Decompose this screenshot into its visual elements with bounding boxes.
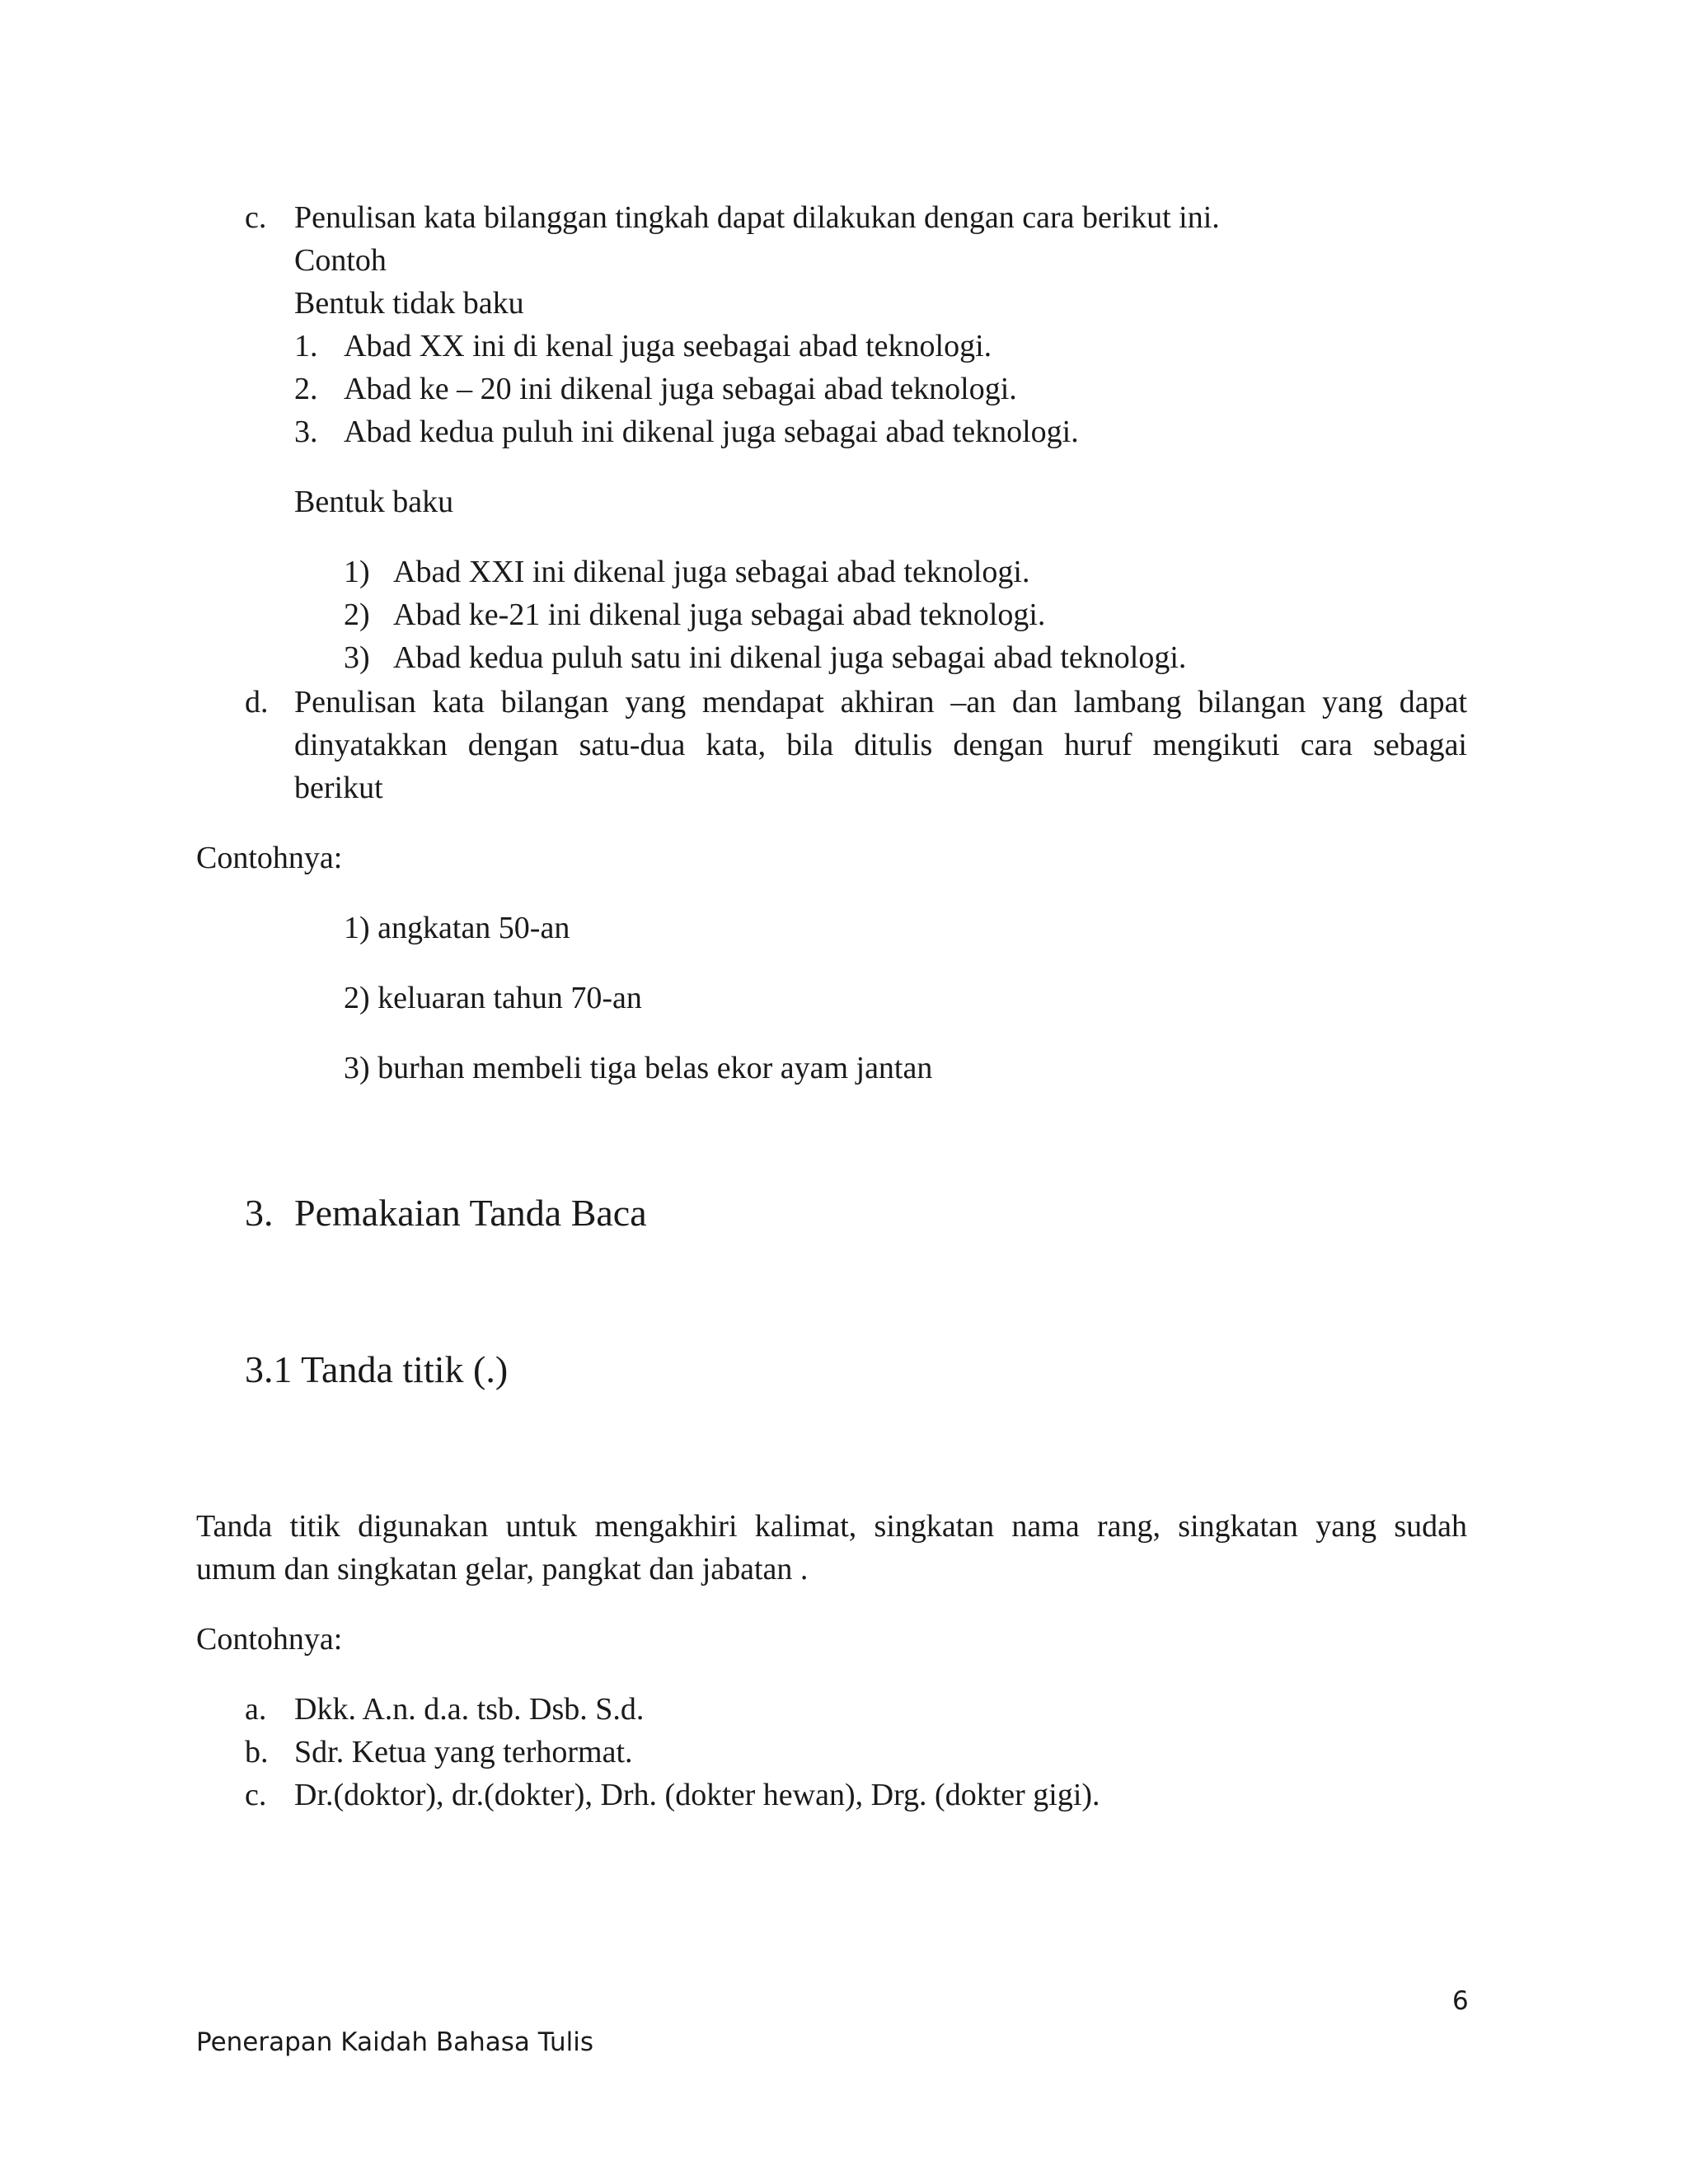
subsection-heading: 3.1 Tanda titik (.) — [245, 1348, 509, 1390]
section-heading — [245, 1188, 274, 1238]
example-item: 3) burhan membeli tiga belas ekor ayam jantan — [344, 1051, 933, 1085]
example-item: 2) keluaran tahun 70-an — [344, 981, 642, 1015]
list-number: 3) — [344, 640, 370, 675]
tidak-baku-label: Bentuk tidak baku — [294, 286, 524, 321]
list-item — [245, 1774, 266, 1816]
paragraph-line: umum dan singkatan gelar, pangkat dan jabatan . — [196, 1552, 809, 1586]
list-item-text: Dr.(doktor), dr.(dokter), Drh. (dokter hewan), Drg. (dokter gigi). — [294, 1778, 1100, 1812]
contohnya-label: Contohnya: — [196, 841, 343, 875]
list-marker: c. — [245, 1778, 267, 1812]
list-number: 2. — [294, 372, 318, 406]
list-item — [344, 593, 370, 636]
list-number: 1. — [294, 329, 318, 363]
baku-label: Bentuk baku — [294, 485, 454, 519]
list-item — [294, 410, 318, 453]
list-marker: c. — [245, 200, 267, 235]
list-item — [245, 1688, 266, 1731]
footer-text: Penerapan Kaidah Bahasa Tulis — [196, 2027, 594, 2057]
list-item-text: Abad XXI ini dikenal juga sebagai abad teknologi. — [393, 555, 1030, 589]
page-number: 6 — [1452, 1986, 1469, 2016]
list-item-c — [245, 196, 266, 239]
list-item-c-text: Penulisan kata bilanggan tingkah dapat dilakukan dengan cara berikut ini. — [294, 200, 1220, 235]
list-item-text: Abad ke-21 ini dikenal juga sebagai abad teknologi. — [393, 598, 1046, 632]
list-number: 2) — [344, 598, 370, 632]
list-item-d — [245, 681, 269, 724]
heading-number: 3. — [245, 1192, 274, 1234]
section-heading-title: Pemakaian Tanda Baca — [294, 1192, 647, 1234]
list-item — [294, 368, 318, 410]
list-item — [344, 551, 370, 593]
list-item — [245, 1731, 269, 1774]
list-item-text: Sdr. Ketua yang terhormat. — [294, 1735, 633, 1769]
contohnya-label: Contohnya: — [196, 1622, 343, 1657]
example-item: 1) angkatan 50-an — [344, 911, 570, 945]
list-item-d-line: Penulisan kata bilangan yang mendapat akhiran –an dan lambang bilangan yang dapat — [294, 685, 1467, 719]
list-item-text: Abad ke – 20 ini dikenal juga sebagai abad teknologi. — [344, 372, 1017, 406]
list-item-text: Dkk. A.n. d.a. tsb. Dsb. S.d. — [294, 1692, 645, 1727]
list-item-text: Abad XX ini di kenal juga seebagai abad teknologi. — [344, 329, 992, 363]
list-item-text: Abad kedua puluh satu ini dikenal juga sebagai abad teknologi. — [393, 640, 1187, 675]
list-item-d-line: dinyatakkan dengan satu-dua kata, bila ditulis dengan huruf mengikuti cara sebagai — [294, 728, 1467, 762]
list-item-d-line: berikut — [294, 771, 383, 805]
list-marker: a. — [245, 1692, 267, 1727]
list-number: 3. — [294, 415, 318, 449]
paragraph-line: Tanda titik digunakan untuk mengakhiri kalimat, singkatan nama rang, singkatan yang sudah — [196, 1509, 1467, 1544]
list-marker: d. — [245, 685, 269, 719]
list-item — [294, 325, 318, 368]
list-item-text: Abad kedua puluh ini dikenal juga sebagai abad teknologi. — [344, 415, 1079, 449]
list-marker: b. — [245, 1735, 269, 1769]
list-item — [344, 636, 370, 679]
list-number: 1) — [344, 555, 370, 589]
contoh-label: Contoh — [294, 243, 387, 278]
